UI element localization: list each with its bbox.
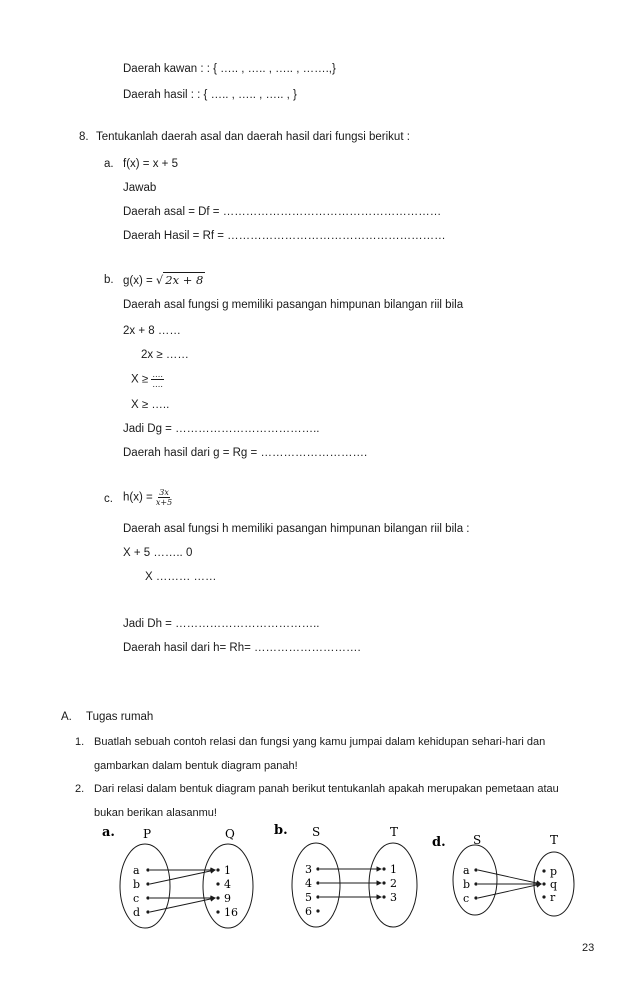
diagram-b-left-dot [316, 909, 319, 912]
diagram-d-right-dot [542, 882, 545, 885]
a-daerah-hasil: Daerah Hasil = Rf = ………………………………………………… [123, 230, 446, 242]
diagram-d-left-title: S [473, 833, 482, 847]
b-frac-num: …. [152, 370, 163, 379]
diagram-a-left-set [120, 844, 170, 928]
diagram-a-left-3: d [133, 906, 141, 919]
a-daerah-asal: Daerah asal = Df = ………………………………………………… [123, 206, 442, 218]
diagram-a-right-dot [216, 868, 219, 871]
diagram-a-left-1: b [133, 878, 141, 891]
diagram-b-left-0: 3 [305, 863, 312, 876]
diagram-a-left-dot [146, 910, 149, 913]
daerah-hasil-line: Daerah hasil : : { ….. , ….. , ….. , } [123, 89, 297, 101]
b-step1: 2x + 8 …… [123, 325, 181, 337]
c-frac-den: x+5 [155, 498, 173, 507]
b-sqrt-sign: √ [155, 273, 164, 287]
diagram-a-left-0: a [133, 864, 140, 877]
q8-text: Tentukanlah daerah asal dan daerah hasil dari fungsi berikut : [96, 131, 410, 143]
diagram-b-right-dot [382, 881, 385, 884]
diagram-d-right-1: q [550, 878, 558, 891]
b-step2: 2x ≥ …… [141, 349, 189, 361]
diagram-d [430, 822, 600, 932]
c-label: c. [104, 493, 113, 505]
diagram-a-left-dot [146, 896, 149, 899]
c-step1: X + 5 …….. 0 [123, 547, 193, 559]
task2-number: 2. [75, 783, 85, 795]
diagram-b-left-dot [316, 895, 319, 898]
a-jawab: Jawab [123, 182, 157, 194]
b-frac-den: …. [152, 380, 163, 389]
c-frac-num: 3x [159, 488, 169, 497]
diagram-d-left-dot [474, 896, 477, 899]
b-step3-prefix: X ≥ [131, 373, 149, 386]
diagram-b-right-title: T [390, 825, 399, 839]
diagram-d-label: d. [432, 835, 446, 850]
diagram-a-right-2: 9 [224, 892, 231, 905]
c-function [123, 488, 172, 507]
b-label: b. [104, 274, 114, 286]
diagram-b-right-dot [382, 867, 385, 870]
diagram-b-right-0: 1 [390, 863, 397, 876]
b-description: Daerah asal fungsi g memiliki pasangan himpunan bilangan riil bila [123, 299, 464, 311]
section-a-label: A. [61, 711, 72, 723]
task1-line2: gambarkan dalam bentuk diagram panah! [94, 760, 298, 772]
diagram-d-right-dot [542, 895, 545, 898]
task2-line2: bukan berikan alasanmu! [94, 807, 217, 819]
diagram-d-right-title: T [550, 833, 559, 847]
diagram-b-right-1: 2 [390, 877, 397, 890]
diagram-a-right-0: 1 [224, 864, 231, 877]
diagram-d-left-set [453, 845, 497, 915]
c-function-prefix: h(x) = [123, 491, 153, 504]
diagram-a-left-title: P [143, 827, 152, 841]
c-function-fraction [156, 488, 172, 507]
diagram-a-right-dot [216, 910, 219, 913]
diagram-a-right-1: 4 [224, 878, 231, 891]
diagram-d-left-0: a [463, 864, 470, 877]
diagram-b-right-dot [382, 895, 385, 898]
diagram-a-right-3: 16 [224, 906, 238, 919]
b-function [123, 273, 205, 288]
diagram-b-left-2: 5 [305, 891, 312, 904]
task1-number: 1. [75, 736, 85, 748]
diagram-d-right-dot [542, 869, 545, 872]
diagram-b-left-set [292, 843, 340, 927]
diagram-a-arrow [150, 870, 215, 884]
diagram-d-arrow [478, 884, 541, 898]
q8-number: 8. [79, 131, 89, 143]
diagram-d-arrow [478, 870, 541, 884]
b-step3 [131, 370, 164, 389]
diagram-b-left-title: S [312, 825, 321, 839]
section-a-title: Tugas rumah [86, 711, 154, 723]
diagram-b-left-3: 6 [305, 905, 312, 918]
diagram-a-right-dot [216, 896, 219, 899]
diagram-a-left-dot [146, 868, 149, 871]
b-sqrt [156, 272, 205, 287]
b-step3-fraction [151, 370, 164, 389]
b-radicand: 2x + 8 [165, 273, 204, 287]
diagram-b-label: b. [274, 823, 288, 838]
diagram-b-left-1: 4 [305, 877, 312, 890]
diagram-a-label: a. [102, 825, 115, 840]
diagram-d-right-0: p [550, 865, 558, 878]
diagram-b-left-dot [316, 867, 319, 870]
diagram-a-right-title: Q [225, 827, 235, 841]
b-daerah-hasil: Daerah hasil dari g = Rg = ………………………. [123, 447, 368, 459]
c-daerah-hasil: Daerah hasil dari h= Rh= ………………………. [123, 642, 361, 654]
diagram-d-left-dot [474, 882, 477, 885]
diagram-a-left-dot [146, 882, 149, 885]
a-label: a. [104, 158, 114, 170]
c-description: Daerah asal fungsi h memiliki pasangan himpunan bilangan riil bila : [123, 523, 470, 535]
diagram-d-left-dot [474, 868, 477, 871]
diagram-a-right-dot [216, 882, 219, 885]
page-number: 23 [582, 942, 595, 954]
c-step2: X ……… …… [145, 571, 217, 583]
b-step4: X ≥ ….. [131, 399, 170, 411]
daerah-kawan-line: Daerah kawan : : { ….. , ….. , ….. , …….,} [123, 63, 336, 75]
diagram-b-right-2: 3 [390, 891, 397, 904]
task2-line1: Dari relasi dalam bentuk diagram panah berikut tentukanlah apakah merupakan pemetaan atau [94, 783, 559, 795]
c-jadi: Jadi Dh = ……………………………….. [123, 618, 320, 630]
diagram-d-left-1: b [463, 878, 471, 891]
task1-line1: Buatlah sebuah contoh relasi dan fungsi yang kamu jumpai dalam kehidupan sehari-hari dan [94, 736, 546, 748]
diagram-d-left-2: c [463, 892, 470, 905]
diagram-a [100, 822, 280, 932]
diagram-d-right-2: r [550, 891, 556, 904]
diagram-b [272, 822, 432, 932]
b-function-prefix: g(x) = [123, 275, 156, 287]
diagram-a-left-2: c [133, 892, 140, 905]
diagram-b-left-dot [316, 881, 319, 884]
a-function: f(x) = x + 5 [123, 158, 178, 170]
b-jadi: Jadi Dg = ……………………………….. [123, 423, 320, 435]
